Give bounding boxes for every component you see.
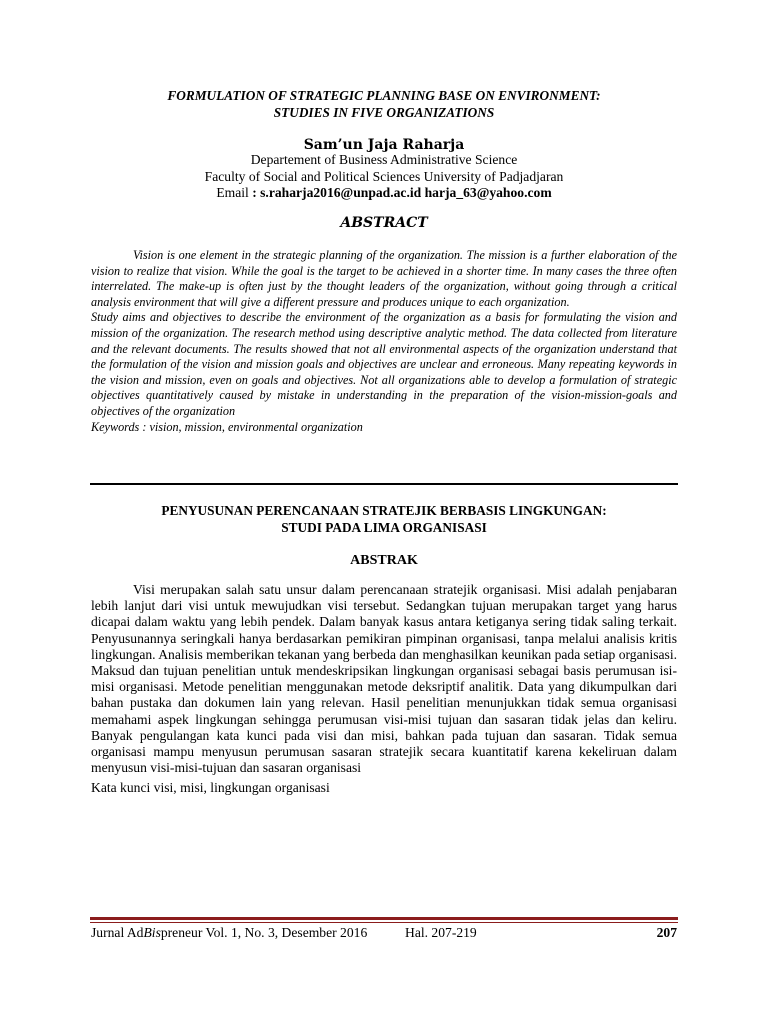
indonesian-title-line-1: PENYUSUNAN PERENCANAAN STRATEJIK BERBASIS LINGKUNGAN: [161,503,607,518]
paper-title-line-1: FORMULATION OF STRATEGIC PLANNING BASE ON ENVIRONMENT: [167,88,601,103]
abstract-paragraph-2: Study aims and objectives to describe the environment of the organization as a basis for formulating the vision and mission of the organization. The research method using descriptive analytic method. The data collected from literature and the relevant documents. The results showed that not all environmental aspects of the organization understand that the formulation of the vision and mission goals and objectives are unclear and erroneous. Many repeating keywords in the vision and mission, even on goals and objectives. Not all organizations able to develop a formulation of strategic objectives quantitatively caused by mistake in understanding in the preparation of the vision-mission-goals and objectives of the organization [91,310,677,418]
journal-suffix: preneur Vol. 1, No. 3, Desember 2016 [160,925,368,940]
email-label: Email [216,185,253,200]
author-affiliation [90,152,678,202]
abstrak-heading: ABSTRAK [350,553,418,568]
kata-kunci: Kata kunci visi, misi, lingkungan organisasi [91,780,330,795]
footer-rule-thin [90,922,678,923]
email-addresses: : s.raharja2016@unpad.ac.id harja_63@yahoo.com [252,185,552,200]
faculty: Faculty of Social and Political Sciences University of Padjadjaran [204,168,564,184]
journal-italic: Bis [143,925,161,940]
author-name: Sam’un Jaja Raharja [303,137,465,153]
section-divider [90,483,678,485]
journal-citation [91,925,367,941]
keywords-english: Keywords : vision, mission, environmental organization [91,419,363,434]
abstract-heading: ABSTRACT [340,215,428,231]
paper-title-line-2: STUDIES IN FIVE ORGANIZATIONS [273,105,495,120]
footer-rule-thick [90,917,678,920]
indonesian-title [90,502,678,536]
page-number: 207 [656,925,677,940]
abstract-english [91,248,677,435]
indonesian-title-line-2: STUDI PADA LIMA ORGANISASI [281,520,487,535]
abstrak-indonesian [91,582,677,776]
email-line [90,185,678,202]
paper-title [90,87,678,121]
department: Departement of Business Administrative Science [250,152,518,167]
abstrak-paragraph: Visi merupakan salah satu unsur dalam perencanaan stratejik organisasi. Misi adalah penjabaran lebih lanjut dari visi untuk mewujudkan visi tersebut. Sedangkan tujuan merupakan target yang harus dicapai dalam waktu yang lebih pendek. Dalam banyak kasus antara ketiganya sering tidak saling terkait. Penyusunannya seringkali hanya berdasarkan pemikiran pimpinan organisasi, tanpa melalui analisis kritis lingkungan. Analisis memberikan tekanan yang berbeda dan menghasilkan keunikan pada setiap organisasi. Maksud dan tujuan penelitian untuk mendeskripsikan lingkungan organisasi sebagai basis perumusan isi-misi organisasi. Metode penelitian menggunakan metode deksriptif analitik. Data yang dikumpulkan dari bahan pustaka dan dokumen lain yang relevan. Hasil penelitian menunjukkan tidak semua organisasi memahami aspek lingkungan sehingga perumusan visi-misi tujuan dan sasaran tidak jelas dan keliru. Banyak pengulangan kata kunci pada visi dan misi, bahkan pada tujuan dan sasaran. Tidak semua organisasi mampu menyusun perumusan sasaran stratejik secara kuantitatif karena kekeliruan dalam menyusun visi-misi-tujuan dan sasaran organisasi [91,582,678,776]
abstract-paragraph-1: Vision is one element in the strategic planning of the organization. The mission is a further elaboration of the vision to realize that vision. While the goal is the target to be achieved in a shorter time. In many cases the three often interrelated. The make-up is often just by the thought leaders of the organization, without going through a critical analysis environment that will give a different pressure and produces unique to each organization. [91,248,677,309]
page-range: Hal. 207-219 [405,925,477,940]
journal-prefix: Jurnal Ad [91,925,144,940]
